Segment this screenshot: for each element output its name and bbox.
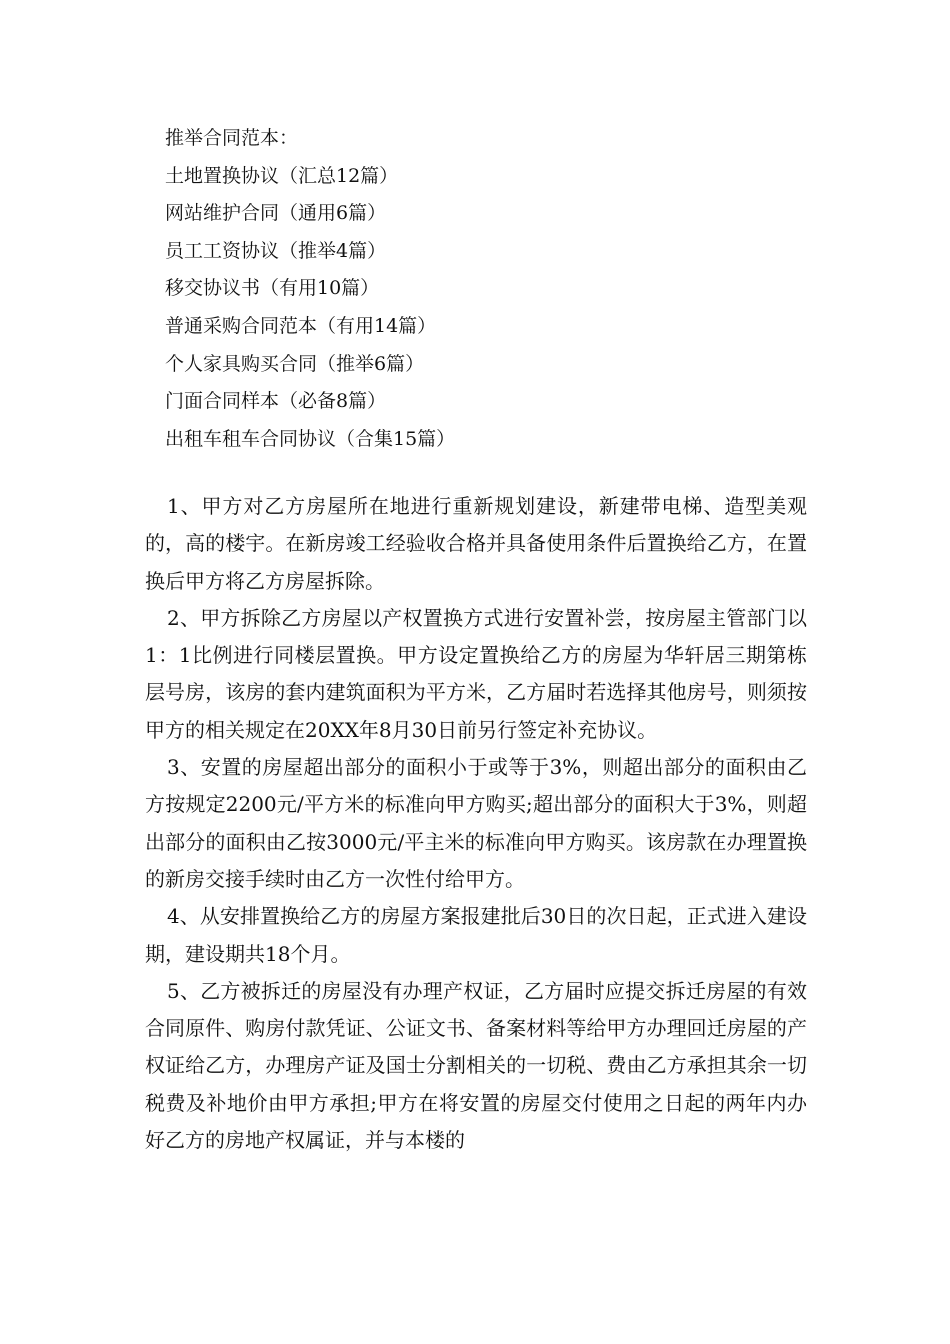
recommended-item[interactable]: 门面合同样本（必备8篇） <box>165 390 387 413</box>
clause-paragraph: 4、从安排置换给乙方的房屋方案报建批后30日的次日起，正式进入建设期，建设期共18个月。 <box>145 904 807 966</box>
recommended-item[interactable]: 移交协议书（有用10篇） <box>165 277 380 300</box>
recommended-item[interactable]: 个人家具购买合同（推举6篇） <box>165 352 425 375</box>
recommended-item[interactable]: 出租车租车合同协议（合集15篇） <box>165 427 456 450</box>
clause-paragraph: 2、甲方拆除乙方房屋以产权置换方式进行安置补尝，按房屋主管部门以1：1比例进行同楼层置换。甲方设定置换给乙方的房屋为华轩居三期第栋层号房，该房的套内建筑面积为平方米，乙方届时若选择其他房号，则须按甲方的相关规定在20XX年8月30日前另行签定补充协议。 <box>145 605 807 742</box>
recommended-item[interactable]: 土地置换协议（汇总12篇） <box>165 164 399 187</box>
recommended-item[interactable]: 普通采购合同范本（有用14篇） <box>165 314 437 337</box>
clause-paragraph: 3、安置的房屋超出部分的面积小于或等于3%，则超出部分的面积由乙方按规定2200元/平方米的标准向甲方购买;超出部分的面积大于3%，则超出部分的面积由乙按3000元/平主米的标准向甲方购买。该房款在办理置换的新房交接手续时由乙方一次性付给甲方。 <box>145 755 807 891</box>
recommended-contracts-list <box>165 120 865 458</box>
recommended-item[interactable]: 员工工资协议（推举4篇） <box>165 239 387 262</box>
contract-body <box>145 488 807 1159</box>
recommended-item[interactable]: 网站维护合同（通用6篇） <box>165 202 387 225</box>
recommended-heading: 推举合同范本： <box>165 127 299 149</box>
clause-paragraph: 1、甲方对乙方房屋所在地进行重新规划建设，新建带电梯、造型美观的，高的楼宇。在新房竣工经验收合格并具备使用条件后置换给乙方，在置换后甲方将乙方房屋拆除。 <box>145 494 807 593</box>
clause-paragraph: 5、乙方被拆迁的房屋没有办理产权证，乙方届时应提交拆迁房屋的有效合同原件、购房付款凭证、公证文书、备案材料等给甲方办理回迁房屋的产权证给乙方，办理房产证及国士分割相关的一切税、费由乙方承担其余一切税费及补地价由甲方承担;甲方在将安置的房屋交付使用之日起的两年内办好乙方的房地产权属证，并与本楼的 <box>145 978 807 1153</box>
